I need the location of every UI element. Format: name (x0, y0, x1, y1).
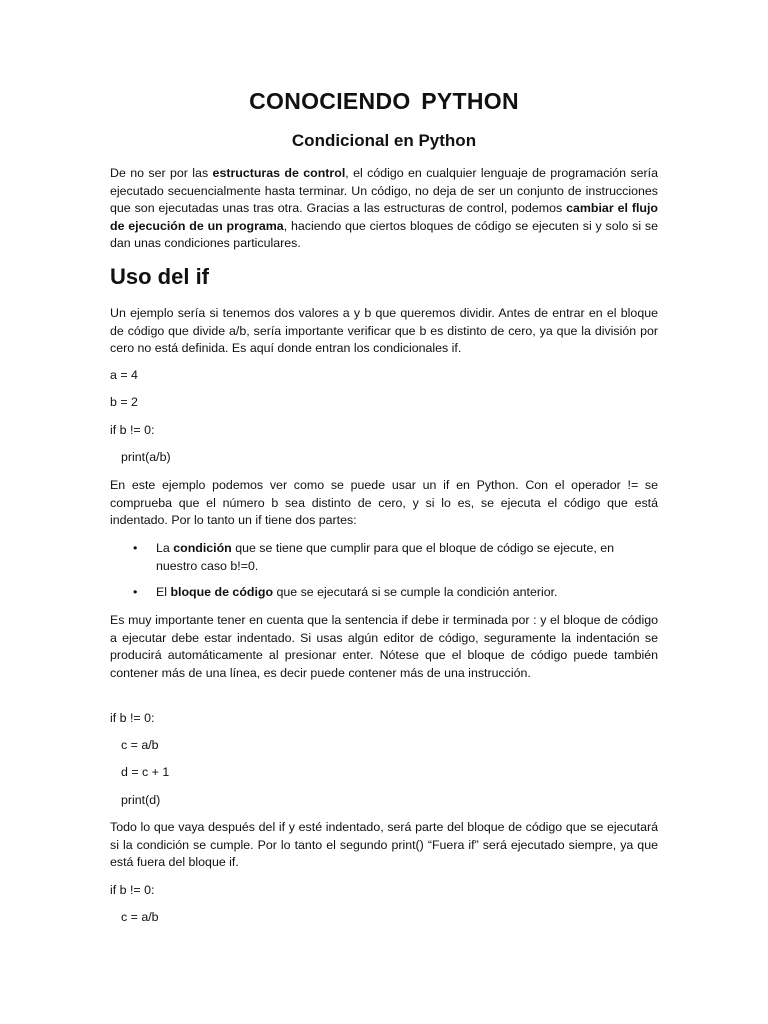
intro-text-3: , haciendo que ciertos bloques de código se ejecuten si y solo si se dan unas condiciones particulares. (110, 218, 658, 251)
intro-text-2: , el código en cualquier lenguaje de programación sería ejecutado secuencialmente hasta terminar. Un código, no deja de ser un conjunto de instrucciones que son ejecutadas unas tras otra. Gracias a las estructuras de control, podemos (110, 166, 658, 216)
code-line: a = 4 (110, 368, 138, 382)
intro-paragraph (110, 165, 658, 253)
code-line: print(a/b) (121, 450, 171, 464)
bullet-text: que se ejecutará si se cumple la condición anterior. (273, 585, 558, 599)
code-line: c = a/b (121, 910, 159, 924)
intro-bold-2: cambiar el flujo de ejecución de un programa (110, 201, 658, 233)
code-line: b = 2 (110, 395, 138, 409)
intro-text-1: De no ser por las (110, 166, 213, 180)
paragraph-3: Es muy importante tener en cuenta que la sentencia if debe ir terminada por : y el bloque de código a ejecutar debe estar indentado. Si usas algún editor de código, seguramente la indentación se producirá automáticamente al presionar enter. Nótese que el bloque de código puede también contener más de una línea, es decir puede contener más de una instrucción. (110, 613, 658, 680)
paragraph-1: Un ejemplo sería si tenemos dos valores a y b que queremos dividir. Antes de entrar en el bloque de código que divide a/b, sería importante verificar que b es distinto de cero, ya que la división por cero no está definida. Es aquí donde entran los condicionales if. (110, 306, 658, 356)
bullet-icon: • (133, 585, 138, 599)
list-item (133, 584, 658, 602)
bullet-text: El (156, 585, 171, 599)
page-title: CONOCIENDO PYTHON (249, 88, 519, 114)
code-line: if b != 0: (110, 423, 155, 437)
list-item (133, 540, 658, 575)
intro-bold-1: estructuras de control (212, 166, 346, 180)
bullet-icon: • (133, 541, 138, 555)
paragraph-2: En este ejemplo podemos ver como se puede usar un if en Python. Con el operador != se comprueba que el número b sea distinto de cero, y si lo es, se ejecuta el código que está indentado. Por lo tanto un if tiene dos partes: (110, 478, 658, 528)
section-heading: Uso del if (110, 264, 210, 289)
code-line: if b != 0: (110, 711, 155, 725)
code-line: if b != 0: (110, 883, 155, 897)
page-subtitle: Condicional en Python (291, 131, 477, 150)
code-line: d = c + 1 (121, 765, 170, 779)
code-line: print(d) (121, 793, 161, 807)
bullet-text: La (156, 541, 174, 555)
bullet-bold: bloque de código (170, 585, 274, 599)
code-line: c = a/b (121, 738, 159, 752)
bullet-bold: condición (173, 541, 232, 555)
bullet-text: que se tiene que cumplir para que el bloque de código se ejecute, en nuestro caso b!=0. (156, 541, 615, 573)
paragraph-4: Todo lo que vaya después del if y esté indentado, será parte del bloque de código que se ejecutará si la condición se cumple. Por lo tanto el segundo print() “Fuera if” será ejecutado siempre, ya que está fuera del bloque if. (110, 820, 658, 870)
